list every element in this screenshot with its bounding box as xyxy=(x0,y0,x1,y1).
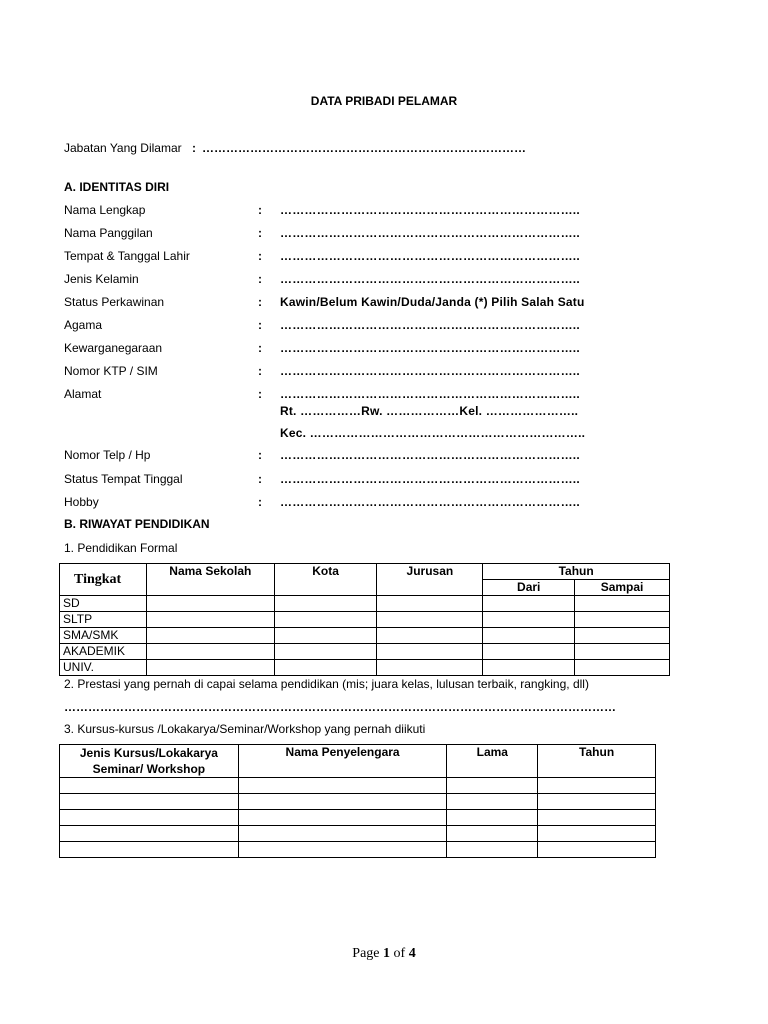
header-jurusan: Jurusan xyxy=(377,564,483,596)
field-colon: : xyxy=(258,448,262,462)
tingkat-cell: UNIV. xyxy=(60,660,147,676)
jabatan-label: Jabatan Yang Dilamar xyxy=(64,141,182,155)
input-cell[interactable] xyxy=(274,596,377,612)
input-cell[interactable] xyxy=(274,660,377,676)
prestasi-dots: ………………………………………………………………………………………………………………………… xyxy=(64,700,616,714)
field-value[interactable]: ……………………………………………………………….. xyxy=(280,203,580,217)
header-nama-sekolah: Nama Sekolah xyxy=(146,564,274,596)
header-dari: Dari xyxy=(483,580,575,596)
jabatan-colon: : xyxy=(192,141,196,155)
tingkat-cell: SD xyxy=(60,596,147,612)
field-colon: : xyxy=(258,472,262,486)
courses-table xyxy=(59,744,656,858)
input-cell[interactable] xyxy=(483,596,575,612)
field-colon: : xyxy=(258,295,262,309)
input-cell[interactable] xyxy=(377,660,483,676)
header-tahun-kursus: Tahun xyxy=(538,745,656,778)
input-cell[interactable] xyxy=(447,794,538,810)
header-kota: Kota xyxy=(274,564,377,596)
page-title: DATA PRIBADI PELAMAR xyxy=(310,94,458,108)
input-cell[interactable] xyxy=(575,660,670,676)
header-tingkat: Tingkat xyxy=(60,564,147,596)
input-cell[interactable] xyxy=(377,612,483,628)
tingkat-cell: SMA/SMK xyxy=(60,628,147,644)
input-cell[interactable] xyxy=(238,778,447,794)
field-label: Alamat xyxy=(64,387,102,401)
input-cell[interactable] xyxy=(238,794,447,810)
alamat-line-3: Kec. ………………………………………………………….. xyxy=(280,426,586,440)
field-value[interactable]: Kawin/Belum Kawin/Duda/Janda (*) Pilih Salah Satu xyxy=(280,295,585,309)
input-cell[interactable] xyxy=(483,644,575,660)
field-label: Nomor Telp / Hp xyxy=(64,448,151,462)
section-b-heading: B. RIWAYAT PENDIDIKAN xyxy=(64,517,210,531)
input-cell[interactable] xyxy=(60,778,239,794)
header-sampai: Sampai xyxy=(575,580,670,596)
input-cell[interactable] xyxy=(377,644,483,660)
field-colon: : xyxy=(258,318,262,332)
field-colon: : xyxy=(258,226,262,240)
field-colon: : xyxy=(258,203,262,217)
input-cell[interactable] xyxy=(377,596,483,612)
input-cell[interactable] xyxy=(538,826,656,842)
table-row xyxy=(60,596,670,612)
field-value[interactable]: ……………………………………………………………….. xyxy=(280,272,580,286)
field-value[interactable]: ……………………………………………………………….. xyxy=(280,341,580,355)
alamat-line-2: Rt. ……………Rw. ………………Kel. ………………….. xyxy=(280,404,579,418)
input-cell[interactable] xyxy=(483,660,575,676)
input-cell[interactable] xyxy=(274,628,377,644)
tingkat-cell: AKADEMIK xyxy=(60,644,147,660)
input-cell[interactable] xyxy=(60,826,239,842)
header-penyelenggara: Nama Penyelengara xyxy=(238,745,447,778)
input-cell[interactable] xyxy=(146,596,274,612)
prestasi-label: 2. Prestasi yang pernah di capai selama pendidikan (mis; juara kelas, lulusan terbaik, rangking, dll) xyxy=(64,677,589,691)
header-lama: Lama xyxy=(447,745,538,778)
table-row xyxy=(60,628,670,644)
input-cell[interactable] xyxy=(538,842,656,858)
field-colon: : xyxy=(258,495,262,509)
formal-education-table xyxy=(59,563,670,676)
formal-education-label: 1. Pendidikan Formal xyxy=(64,541,178,555)
header-tahun: Tahun xyxy=(483,564,670,580)
field-value[interactable]: ……………………………………………………………….. xyxy=(280,387,580,401)
field-value[interactable]: ……………………………………………………………….. xyxy=(280,318,580,332)
table-row xyxy=(60,644,670,660)
input-cell[interactable] xyxy=(60,794,239,810)
field-label: Kewarganegaraan xyxy=(64,341,163,355)
input-cell[interactable] xyxy=(447,826,538,842)
field-value[interactable]: ……………………………………………………………….. xyxy=(280,495,580,509)
jabatan-dots: ……………………………………………………………………… xyxy=(202,141,526,155)
input-cell[interactable] xyxy=(238,826,447,842)
field-value[interactable]: ……………………………………………………………….. xyxy=(280,448,580,462)
input-cell[interactable] xyxy=(377,628,483,644)
field-colon: : xyxy=(258,272,262,286)
input-cell[interactable] xyxy=(575,628,670,644)
input-cell[interactable] xyxy=(60,810,239,826)
field-label: Nama Lengkap xyxy=(64,203,146,217)
header-jenis-kursus: Jenis Kursus/Lokakarya Seminar/ Workshop xyxy=(60,745,239,778)
input-cell[interactable] xyxy=(60,842,239,858)
field-label: Jenis Kelamin xyxy=(64,272,139,286)
kursus-label: 3. Kursus-kursus /Lokakarya/Seminar/Workshop yang pernah diikuti xyxy=(64,722,426,736)
input-cell[interactable] xyxy=(575,596,670,612)
input-cell[interactable] xyxy=(146,628,274,644)
input-cell[interactable] xyxy=(447,778,538,794)
field-value[interactable]: ……………………………………………………………….. xyxy=(280,472,580,486)
field-label: Tempat & Tanggal Lahir xyxy=(64,249,190,263)
field-value[interactable]: ……………………………………………………………….. xyxy=(280,249,580,263)
input-cell[interactable] xyxy=(238,842,447,858)
input-cell[interactable] xyxy=(146,612,274,628)
section-a-heading: A. IDENTITAS DIRI xyxy=(64,180,170,194)
input-cell[interactable] xyxy=(274,644,377,660)
field-label: Status Perkawinan xyxy=(64,295,165,309)
table-row xyxy=(60,794,656,810)
input-cell[interactable] xyxy=(575,644,670,660)
current-page: 1 xyxy=(383,946,391,961)
field-value[interactable]: ……………………………………………………………….. xyxy=(280,226,580,240)
table-row xyxy=(60,826,656,842)
input-cell[interactable] xyxy=(146,660,274,676)
field-colon: : xyxy=(258,364,262,378)
field-colon: : xyxy=(258,387,262,401)
input-cell[interactable] xyxy=(538,810,656,826)
input-cell[interactable] xyxy=(483,612,575,628)
table-row xyxy=(60,810,656,826)
field-label: Hobby xyxy=(64,495,99,509)
input-cell[interactable] xyxy=(238,810,447,826)
field-label: Nomor KTP / SIM xyxy=(64,364,158,378)
field-label: Nama Panggilan xyxy=(64,226,153,240)
input-cell[interactable] xyxy=(538,778,656,794)
input-cell[interactable] xyxy=(447,842,538,858)
table-row xyxy=(60,842,656,858)
total-pages: 4 xyxy=(408,946,416,961)
field-label: Agama xyxy=(64,318,103,332)
input-cell[interactable] xyxy=(483,628,575,644)
input-cell[interactable] xyxy=(447,810,538,826)
field-label: Status Tempat Tinggal xyxy=(64,472,183,486)
input-cell[interactable] xyxy=(274,612,377,628)
field-colon: : xyxy=(258,341,262,355)
input-cell[interactable] xyxy=(146,644,274,660)
field-colon: : xyxy=(258,249,262,263)
page-footer: Page 1 of 4 xyxy=(352,946,416,961)
table-row xyxy=(60,660,670,676)
table-row xyxy=(60,612,670,628)
input-cell[interactable] xyxy=(538,794,656,810)
tingkat-cell: SLTP xyxy=(60,612,147,628)
table-row xyxy=(60,778,656,794)
field-value[interactable]: ……………………………………………………………….. xyxy=(280,364,580,378)
input-cell[interactable] xyxy=(575,612,670,628)
